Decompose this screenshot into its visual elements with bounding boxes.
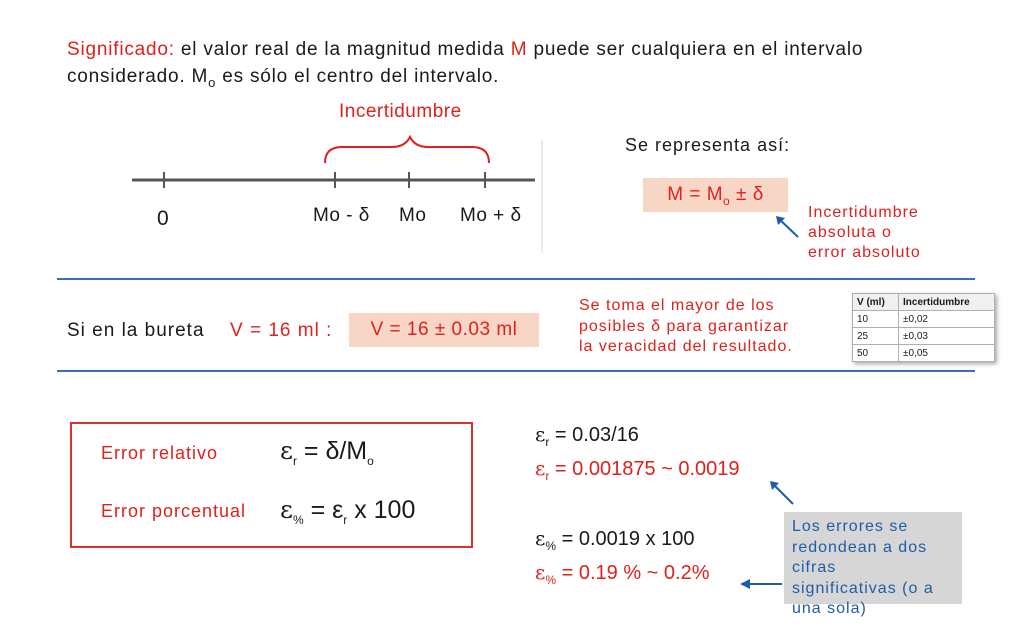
arrow-to-formula-icon [772,212,802,242]
bureta-value: V = 16 ml : [230,320,333,341]
table-cell: 10 [853,311,899,328]
table-header: V (ml) [853,294,899,311]
note-line: una sola) [792,600,867,617]
representation-heading: Se representa así: [625,135,791,155]
table-header: Incertidumbre [899,294,995,311]
formula-text: x 100 [347,496,416,524]
incertidumbre-brace [325,137,489,163]
table-cell: 50 [853,345,899,362]
epsilon-symbol: ε [535,526,546,550]
divider-bottom [57,370,975,372]
formula-text: = 0.03/16 [549,424,639,446]
note-line: error absoluto [808,244,921,261]
percent-error-formula [280,495,415,527]
table-row [853,345,995,362]
note-line: cifras [792,559,837,576]
note-line: Los errores se [792,518,909,535]
table-row [853,311,995,328]
percent-error-label: Error porcentual [101,501,247,521]
formula-sub: r [292,454,297,468]
calc-line-1 [535,422,639,449]
uncertainty-table [852,293,995,362]
formula-sub: r [545,435,550,449]
bureta-label: Si en la bureta [67,320,205,341]
formula-text: = 0.001875 ~ 0.0019 [549,458,740,480]
label-mo-plus: Mo + δ [460,205,522,226]
table-cell: ±0,03 [899,328,995,345]
note-line: significativas (o a [792,579,934,597]
calc-line-2 [535,456,740,483]
arrow-to-percent-icon [738,576,784,592]
formula-sub: o [367,454,374,468]
intro-m: M [510,39,528,60]
formula-sub: % [545,573,557,587]
intro-label: Significado: [67,39,175,60]
divider-top [57,278,975,280]
table-cell: 25 [853,328,899,345]
bureta-result: V = 16 ± 0.03 ml [349,313,539,347]
representation-formula [643,178,788,212]
formula-text: = ε [303,496,344,524]
calc-line-3 [535,526,695,553]
calc-line-4 [535,560,709,587]
intro-text-1: el valor real de la magnitud medida [174,39,511,60]
intro-text-3: es sólo el centro del intervalo. [216,66,500,87]
epsilon-symbol: ε [280,436,293,465]
intro-text-2: puede ser cualquiera en el intervalo considerado. M [67,39,864,87]
formula-sub: o [723,193,731,208]
formula-sub: % [545,539,557,553]
formula-text: = 0.0019 x 100 [556,528,695,550]
epsilon-symbol: ε [535,422,546,446]
formula-text: = 0.19 % ~ 0.2% [556,562,710,584]
formula-sub: % [292,513,304,527]
table-row [853,328,995,345]
relative-error-label: Error relativo [101,443,219,463]
brace-label: Incertidumbre [339,101,462,122]
error-formulas-box [70,422,473,548]
formula-sub: r [343,513,348,527]
intro-paragraph [67,36,967,96]
rounding-note [784,512,962,617]
note-line: Se toma el mayor de los [579,297,775,314]
label-mo-minus: Mo - δ [313,205,370,226]
epsilon-symbol: ε [535,456,546,480]
label-mo: Mo [399,205,427,226]
note-line: posibles δ para garantizar [579,317,790,335]
arrow-to-result-icon [765,478,797,508]
formula-text: = δ/M [296,437,368,465]
formula-post: ± δ [730,184,764,205]
number-line-diagram [120,135,550,260]
formula-sub: r [545,469,550,483]
label-zero: 0 [157,207,170,230]
note-line: la veracidad del resultado. [579,338,793,355]
bureta-note [579,296,793,358]
table-cell: ±0,02 [899,311,995,328]
epsilon-symbol: ε [535,560,546,584]
absolute-error-note [808,203,921,263]
note-line: absoluta o [808,224,892,241]
intro-sub: o [208,74,217,90]
table-cell: ±0,05 [899,345,995,362]
note-line: redondean a dos [792,538,928,556]
relative-error-formula [280,436,374,468]
epsilon-symbol: ε [280,495,293,524]
note-line: Incertidumbre [808,204,919,221]
formula-pre: M = M [667,184,724,205]
